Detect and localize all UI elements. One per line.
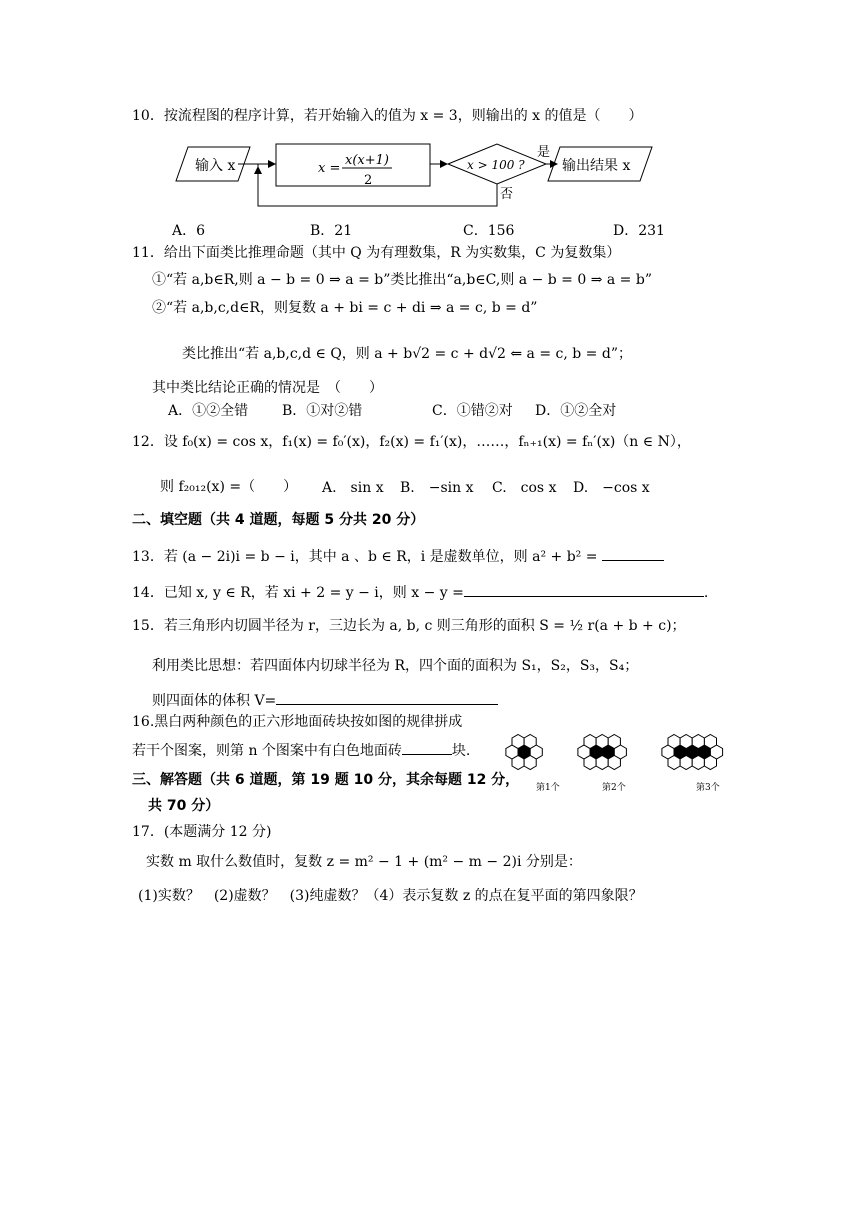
white-tile bbox=[512, 735, 524, 749]
white-tile bbox=[608, 735, 620, 749]
white-tile bbox=[608, 756, 620, 770]
flow-no-label: 否 bbox=[500, 187, 514, 202]
white-tile bbox=[680, 756, 692, 770]
q11-stem: 11．给出下面类比推理命题（其中 Q 为有理数集，R 为实数集，C 为复数集） bbox=[132, 245, 621, 261]
q12-option-c: C. cos x bbox=[492, 480, 557, 496]
white-tile bbox=[596, 735, 608, 749]
white-tile bbox=[704, 756, 716, 770]
q12-stem: 12．设 f₀(x) = cos x，f₁(x) = f₀′(x)，f₂(x) = f₁′(x)，……，fₙ₊₁(x) = fₙ′(x)（n ∈ N）， bbox=[132, 434, 691, 450]
q14-stem: 14．已知 x, y ∈ R，若 xi + 2 = y − i，则 x − y = . bbox=[132, 582, 708, 603]
q11-option-c: C．①错②对 bbox=[432, 403, 513, 419]
q11-option-d: D．①②全对 bbox=[535, 403, 617, 419]
white-tile bbox=[668, 756, 680, 770]
q12-option-d: D. −cos x bbox=[573, 480, 650, 496]
flow-input-text: 输入 x bbox=[195, 158, 236, 174]
q12-ask: 则 f₂₀₁₂(x) =（ ） bbox=[160, 479, 298, 495]
q16-line-1: 16.黑白两种颜色的正六形地面砖块按如图的规律拼成 bbox=[132, 714, 463, 730]
white-tile bbox=[704, 735, 716, 749]
q15-line-3: 则四面体的体积 V= bbox=[152, 690, 498, 711]
q11-proposition-2: ②“若 a,b,c,d∈R，则复数 a + bi = c + di ⇒ a = c, b = d” bbox=[152, 300, 538, 316]
q17-stem: 实数 m 取什么数值时，复数 z = m² − 1 + (m² − m − 2)i 分别是： bbox=[146, 854, 582, 870]
q16-line-2: 若干个图案，则第 n 个图案中有白色地面砖 块. bbox=[132, 740, 470, 761]
pattern-caption-1: 第1个 bbox=[536, 783, 560, 793]
q11-question: 其中类比结论正确的情况是 （ ） bbox=[152, 380, 383, 396]
white-tile bbox=[680, 735, 692, 749]
q12-option-a: A. sin x bbox=[322, 480, 384, 496]
pattern-caption-3: 第3个 bbox=[696, 783, 720, 793]
white-tile bbox=[524, 735, 536, 749]
q10-option-b: B．21 bbox=[310, 223, 353, 239]
q17-parts: (1)实数？ (2)虚数？ (3)纯虚数？（4）表示复数 z 的点在复平面的第四象限？ bbox=[138, 888, 643, 904]
q16-hexagon-patterns bbox=[500, 720, 760, 820]
section-answer-heading-1: 三、解答题（共 6 道题，第 19 题 10 分，其余每题 12 分， bbox=[132, 772, 520, 788]
white-tile bbox=[584, 756, 596, 770]
white-tile bbox=[584, 735, 596, 749]
q11-option-b: B．①对②错 bbox=[282, 403, 363, 419]
flow-yes-label: 是 bbox=[537, 145, 551, 160]
white-tile bbox=[692, 735, 704, 749]
q13-stem: 13．若 (a − 2i)i = b − i，其中 a 、b ∈ R，i 是虚数单位，则 a² + b² = bbox=[132, 546, 664, 567]
q11-option-a: A．①②全错 bbox=[168, 403, 249, 419]
q10-flowchart bbox=[0, 138, 860, 228]
section-fill-in-heading: 二、填空题（共 4 道题，每题 5 分共 20 分） bbox=[132, 512, 425, 528]
white-tile bbox=[512, 756, 524, 770]
q10-stem: 10．按流程图的程序计算，若开始输入的值为 x = 3，则输出的 x 的值是（ ） bbox=[132, 108, 643, 124]
q11-analogy: 类比推出“若 a,b,c,d ∈ Q，则 a + b√2 = c + d√2 ⇐ a = c, b = d”； bbox=[182, 346, 632, 362]
svg-text:2: 2 bbox=[364, 173, 373, 188]
svg-text:x(x+1): x(x+1) bbox=[345, 153, 389, 168]
white-tile bbox=[692, 756, 704, 770]
q10-option-d: D．231 bbox=[613, 223, 665, 239]
q17-title: 17．(本题满分 12 分) bbox=[132, 824, 272, 840]
q15-line-1: 15．若三角形内切圆半径为 r，三边长为 a, b, c 则三角形的面积 S = ½ r(a + b + c)； bbox=[132, 618, 686, 634]
white-tile bbox=[524, 756, 536, 770]
flow-condition-text: x > 100 ? bbox=[467, 158, 525, 172]
flow-output-text: 输出结果 x bbox=[562, 158, 631, 174]
q15-line-2: 利用类比思想：若四面体内切球半径为 R，四个面的面积为 S₁，S₂，S₃，S₄； bbox=[152, 658, 639, 674]
q11-proposition-1: ①“若 a,b∈R,则 a − b = 0 ⇒ a = b”类比推出“a,b∈C,则 a − b = 0 ⇒ a = b” bbox=[152, 272, 652, 288]
q10-option-c: C．156 bbox=[463, 223, 515, 239]
white-tile bbox=[596, 756, 608, 770]
section-answer-heading-2: 共 70 分） bbox=[148, 798, 220, 814]
pattern-caption-2: 第2个 bbox=[602, 783, 626, 793]
q10-option-a: A．6 bbox=[172, 223, 206, 239]
q12-option-b: B. −sin x bbox=[400, 480, 474, 496]
white-tile bbox=[668, 735, 680, 749]
svg-text:x =: x = bbox=[318, 161, 341, 176]
